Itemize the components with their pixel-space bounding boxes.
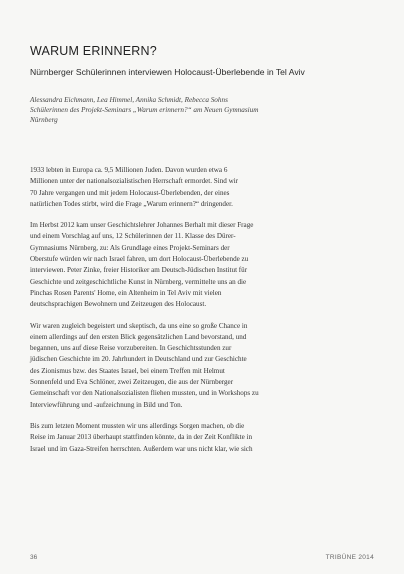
body-paragraph — [30, 220, 376, 310]
paragraph-line: Pinchas Rosen Parents' Home, ein Altenheim in Tel Aviv mit vielen — [30, 288, 222, 297]
article-kicker: WARUM ERINNERN? — [30, 44, 157, 58]
body-paragraph — [30, 165, 376, 210]
paragraph-line: 1933 lebten in Europa ca. 9,5 Millionen Juden. Davon wurden etwa 6 — [30, 166, 228, 174]
paragraph-line: interviewen. Peter Zinke, freier Historiker am Deutsch-Jüdischen Institut für — [30, 266, 248, 275]
paragraph-line: natürlichen Todes stirbt, wird die Frage „Warum erinnern?“ dringender. — [30, 199, 233, 208]
paragraph-line: deutschsprachigen Bewohnern und Zeitzeugen des Holocaust. — [30, 300, 207, 309]
paragraph-line: und einem Vorschlag auf uns, 12 Schülerinnen der 11. Klasse des Dürer- — [30, 232, 236, 241]
paragraph-line: begannen, uns auf diese Reise vorzubereiten. In Geschichtsstunden zur — [30, 344, 232, 353]
article-body — [30, 165, 376, 455]
paragraph-line: Sonnenfeld und Eva Schlöner, zwei Zeitzeugen, die aus der Nürnberger — [30, 378, 234, 387]
issue-label: TRIBÜNE 2014 — [325, 554, 374, 561]
paragraph-line: Reise im Januar 2013 überhaupt stattfinden könnte, da in der Zeit Konflikte in — [30, 433, 253, 442]
body-paragraph — [30, 421, 376, 455]
paragraph-line: Geschichte und zeitgeschichtliche Kunst in Nürnberg, vermittelte uns an die — [30, 277, 247, 286]
paragraph-line: Wir waren zugleich begeistert und skeptisch, da uns eine so große Chance in — [30, 321, 248, 330]
paragraph-line: Gymnasiums Nürnberg, zu: Als Grundlage eines Projekt-Seminars der — [30, 243, 230, 252]
byline-affiliation-cont: Nürnberg — [30, 116, 58, 124]
paragraph-line: 70 Jahre vergangen und mit jedem Holocaust-Überlebenden, der eines — [30, 188, 230, 197]
byline-authors: Alessandra Eichmann, Lea Himmel, Annika Schmidt, Rebecca Sohns — [30, 96, 228, 104]
paragraph-line: jüdischen Geschichte im 20. Jahrhundert in Deutschland und zur Geschichte — [30, 355, 247, 364]
article-headline: Nürnberger Schülerinnen interviewen Holocaust-Überlebende in Tel Aviv — [30, 67, 305, 77]
paragraph-line: Gemeinschaft vor den Nationalsozialisten fliehen mussten, und in Workshops zu — [30, 389, 259, 398]
byline-affiliation: Schülerinnen des Projekt-Seminars „Warum erinnern?“ am Neuen Gymnasium — [30, 106, 259, 114]
paragraph-line: einem allerdings auf den ersten Blick gegensätzlichen Land bevorstand, und — [30, 332, 247, 341]
paragraph-line: Millionen unter der nationalsozialistischen Herrschaft ermordet. Sind wir — [30, 177, 239, 186]
article — [30, 44, 376, 455]
paragraph-line: Israel und im Gaza-Streifen herrschten. Außerdem war uns nicht klar, wie sich — [30, 444, 253, 453]
body-paragraph — [30, 321, 376, 411]
page-number: 36 — [30, 554, 38, 561]
paragraph-line: Bis zum letzten Moment mussten wir uns allerdings Sorgen machen, ob die — [30, 421, 245, 430]
article-byline — [30, 95, 376, 125]
paragraph-line: Interviewführung und -aufzeichnung in Bild und Ton. — [30, 400, 183, 409]
paragraph-line: des Zionismus bzw. des Staates Israel, bei einem Treffen mit Helmut — [30, 366, 225, 375]
paragraph-line: Oberstufe würden wir nach Israel fahren, um dort Holocaust-Überlebende zu — [30, 255, 249, 264]
paragraph-line: Im Herbst 2012 kam unser Geschichtslehrer Johannes Berhalt mit dieser Frage — [30, 221, 254, 230]
